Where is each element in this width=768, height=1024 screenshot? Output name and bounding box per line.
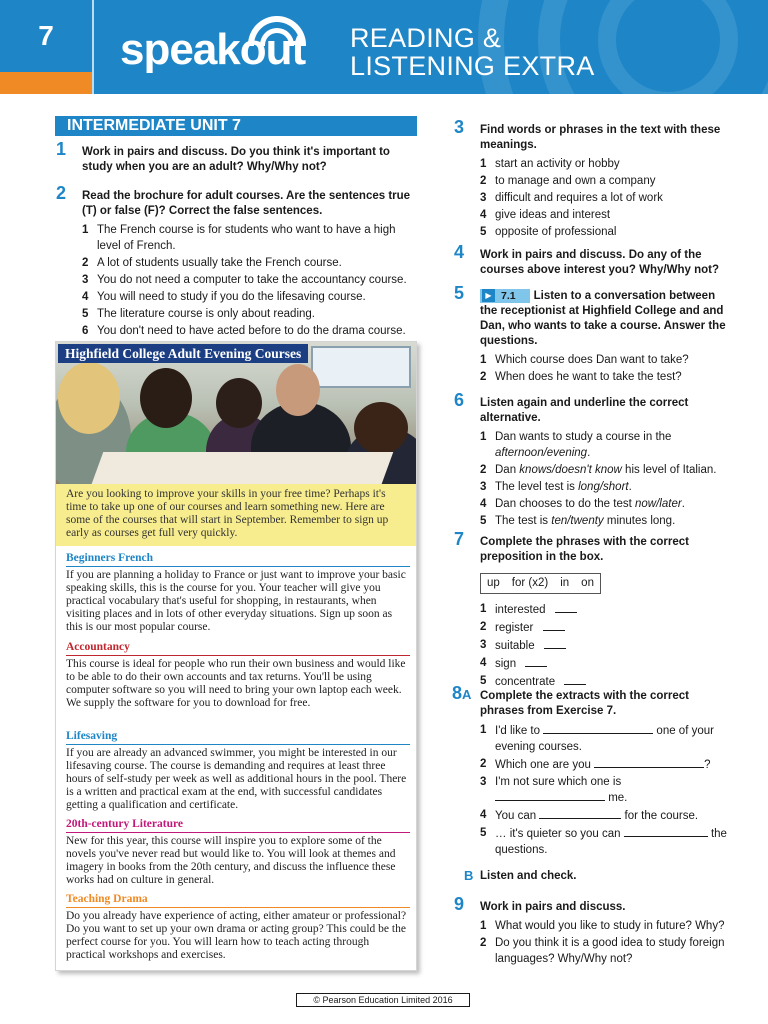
course-description: Do you already have experience of acting, either amateur or professional? Do you want to set up your own drama or acting group? This could be the perfect course for you. You will learn how to teach acting through practical workshops and exercises.	[66, 910, 407, 961]
list-item: 5 … it's quieter so you can the questions.	[480, 827, 727, 856]
list-item: 5 The literature course is only about reading.	[82, 307, 315, 320]
list-item: 1 What would you like to study in future? Why?	[480, 920, 725, 932]
exercise-instruction: Read the brochure for adult courses. Are the sentences true (T) or false (F)? Correct the false sentences.	[82, 190, 411, 217]
course-description: If you are planning a holiday to France or just want to improve your basic speaking skills, this is the course for you. Your teacher will give you practical vocabulary that's useful for shopping, in restaurants, when visiting places and in lots of other everyday situations. Sign up soon as this is our most popular course.	[66, 569, 406, 633]
exercise-number: 9	[454, 894, 465, 914]
answer-blank[interactable]	[564, 674, 586, 685]
course-description: If you are already an advanced swimmer, you might be interested in our lifesaving course. The course is demanding and requires at least three hours of self-study per week as well as additional hours in the pool. There is a written and practical exam at the end, with successful candidates getting a qualification and certificate.	[66, 747, 407, 811]
list-item: 3 suitable	[480, 638, 730, 655]
list-item: 4 Dan chooses to do the test now/later.	[480, 497, 685, 510]
exercise-instruction: Work in pairs and discuss. Do any of the courses above interest you? Why/Why not?	[480, 249, 719, 276]
audio-track-badge[interactable]: ▶ 7.1	[480, 289, 530, 303]
course-section	[66, 640, 410, 710]
exercise-5	[454, 283, 730, 387]
list-item: 1 interested	[480, 602, 730, 619]
page-title: READING & LISTENING EXTRA	[350, 23, 595, 81]
exercise-items	[480, 430, 730, 529]
header-divider	[92, 0, 94, 94]
list-item: 2 A lot of students usually take the French course.	[82, 256, 342, 269]
list-item: 5 opposite of professional	[480, 226, 617, 238]
exercise-1	[56, 139, 417, 175]
list-item: 3 I'm not sure which one is me.	[480, 775, 628, 804]
copyright-notice: © Pearson Education Limited 2016	[296, 993, 470, 1007]
list-item: 1 I'd like to one of your evening courses.	[480, 724, 714, 753]
exercise-6	[454, 390, 730, 531]
answer-blank[interactable]	[624, 826, 708, 837]
students-photo	[56, 342, 417, 484]
exercise-number: 4	[454, 242, 465, 262]
exercise-part-label: B	[464, 868, 474, 883]
answer-blank[interactable]	[544, 638, 566, 649]
exercise-instruction: Find words or phrases in the text with these meanings.	[480, 124, 721, 151]
brochure-title: Highfield College Adult Evening Courses	[58, 344, 308, 363]
exercise-7	[454, 529, 730, 692]
list-item: 4 sign	[480, 656, 730, 673]
list-item: 2 Dan knows/doesn't know his level of Italian.	[480, 463, 717, 476]
list-item: 5 The test is ten/twenty minutes long.	[480, 514, 676, 527]
exercise-4	[454, 242, 730, 278]
answer-blank[interactable]	[594, 757, 704, 768]
course-heading: Accountancy	[66, 640, 410, 656]
exercise-number: 5	[454, 283, 465, 303]
answer-blank[interactable]	[543, 723, 653, 734]
course-description: New for this year, this course will inspire you to explore some of the novels you've never read but would like to. You will look at themes and imagery in books from the 20th century, and discuss the influence these works had on culture in general.	[66, 835, 396, 886]
course-heading: 20th-century Literature	[66, 817, 410, 833]
course-brochure	[55, 341, 417, 971]
list-item: 4 You will need to study if you do the lifesaving course.	[82, 290, 366, 303]
list-item: 2 Which one are you ?	[480, 757, 711, 771]
brochure-intro: Are you looking to improve your skills in your free time? Perhaps it's time to take up one of our courses and learn something new. Here are some of the courses that will start in September. Remember to sign up early as courses get full very quickly.	[56, 484, 417, 546]
exercise-instruction: Work in pairs and discuss. Do you think it's important to study when you are an adult? Why/Why not?	[82, 146, 390, 173]
exercise-number: 7	[454, 529, 465, 549]
course-section	[66, 892, 410, 962]
course-section	[66, 551, 410, 634]
course-heading: Lifesaving	[66, 729, 410, 745]
exercise-items	[480, 157, 730, 241]
play-icon: ▶	[482, 289, 495, 302]
list-item: 3 You do not need a computer to take the accountancy course.	[82, 273, 407, 286]
course-heading: Teaching Drama	[66, 892, 410, 908]
exercise-items	[480, 723, 730, 858]
exercise-items	[480, 602, 730, 691]
list-item: 2 register	[480, 620, 730, 637]
exercise-8b	[464, 868, 730, 884]
photo-window	[311, 346, 411, 388]
photo-table	[89, 452, 394, 484]
exercise-items	[480, 353, 730, 386]
answer-blank[interactable]	[495, 790, 605, 801]
answer-blank[interactable]	[525, 656, 547, 667]
page-header	[0, 0, 768, 94]
list-item: 2 to manage and own a company	[480, 175, 656, 187]
course-section	[66, 817, 410, 887]
exercise-instruction: Listen and check.	[480, 870, 577, 882]
unit-banner: INTERMEDIATE UNIT 7	[55, 116, 417, 136]
exercise-instruction: Complete the phrases with the correct preposition in the box.	[480, 536, 689, 563]
course-section	[66, 729, 410, 812]
list-item: 2 When does he want to take the test?	[480, 371, 682, 383]
exercise-2	[56, 183, 422, 341]
list-item: 3 difficult and requires a lot of work	[480, 192, 663, 204]
exercise-instruction: Listen again and underline the correct alternative.	[480, 397, 689, 424]
exercise-number: 3	[454, 117, 465, 137]
list-item: 5 concentrate	[480, 674, 730, 691]
answer-blank[interactable]	[543, 620, 565, 631]
course-description: This course is ideal for people who run their own business and would like to be able to do their own accounts and tax returns. You'll be using computer software so you will need to bring your own laptop each week. We supply the software for you to download for free.	[66, 658, 406, 709]
exercise-9	[454, 894, 730, 969]
header-decoration	[598, 0, 738, 94]
course-heading: Beginners French	[66, 551, 410, 567]
exercise-8	[452, 683, 730, 884]
exercise-number: 2	[56, 183, 67, 203]
word-box: up for (x2) in on	[480, 573, 601, 594]
list-item: 4 You can for the course.	[480, 809, 699, 822]
exercise-number: 6	[454, 390, 465, 410]
list-item: 4 give ideas and interest	[480, 209, 611, 221]
list-item: 3 The level test is long/short.	[480, 480, 632, 493]
answer-blank[interactable]	[555, 602, 577, 613]
unit-number-accent	[0, 72, 92, 94]
unit-number: 7	[0, 0, 92, 72]
exercise-instruction: ▶ 7.1 Listen to a conversation between the receptionist at Highfield College and and Dan, who wants to take a course. Answer the questions.	[480, 290, 726, 347]
list-item: 1 The French course is for students who want to have a high level of French.	[82, 224, 396, 252]
speakout-logo: speakout	[120, 25, 306, 74]
exercise-items	[480, 919, 730, 967]
exercise-instruction: Complete the extracts with the correct phrases from Exercise 7.	[480, 690, 689, 717]
exercise-instruction: Work in pairs and discuss.	[480, 901, 626, 913]
exercise-3	[454, 117, 730, 242]
exercise-items	[82, 223, 422, 339]
answer-blank[interactable]	[539, 808, 621, 819]
list-item: 1 start an activity or hobby	[480, 158, 620, 170]
list-item: 2 Do you think it is a good idea to study foreign languages? Why/Why not?	[480, 937, 725, 965]
exercise-number: 8A	[452, 683, 472, 703]
list-item: 6 You don't need to have acted before to do the drama course.	[82, 324, 406, 337]
list-item: 1 Dan wants to study a course in the afternoon/evening.	[480, 431, 672, 459]
list-item: 1 Which course does Dan want to take?	[480, 354, 689, 366]
exercise-number: 1	[56, 139, 67, 159]
